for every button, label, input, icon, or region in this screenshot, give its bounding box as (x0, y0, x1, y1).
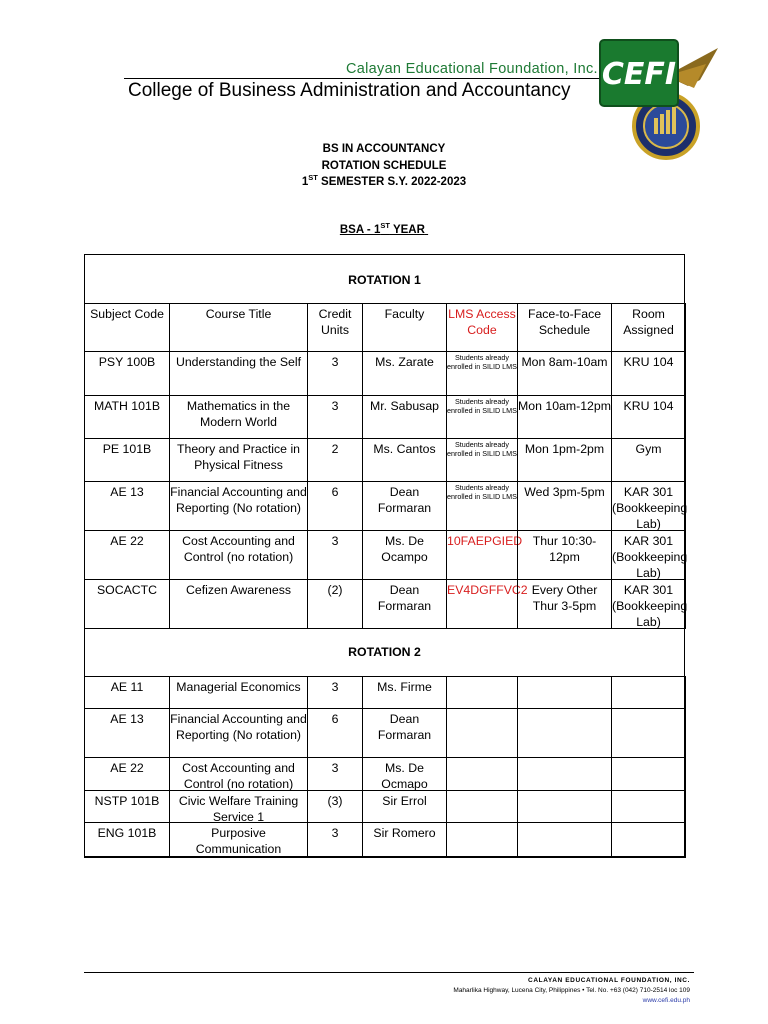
footer-rule (84, 972, 694, 973)
college-name: College of Business Administration and Accountancy (128, 80, 571, 101)
rotation-1-row-credit-units: 3 (307, 351, 363, 396)
rotation-1-row-faculty: Mr. Sabusap (362, 395, 447, 439)
rotation-2-row-f2f-schedule (517, 822, 612, 858)
year-level: BSA - 1ST YEAR (339, 221, 425, 236)
rotation-2-row-lms-access-code (446, 822, 518, 858)
rotation-1-row-faculty: Ms. Cantos (362, 438, 447, 482)
footer-org: CALAYAN EDUCATIONAL FOUNDATION, INC. (528, 977, 690, 984)
rotation-1-row-f2f-schedule: Every Other Thur 3-5pm (517, 579, 612, 629)
rotation-1-row-subject-code: PSY 100B (84, 351, 170, 396)
rotation-2-row-subject-code: AE 11 (84, 676, 170, 709)
rotation-2-row-lms-access-code (446, 708, 518, 758)
rotation-2-row-room-assigned (611, 790, 686, 823)
title-program: BS IN ACCOUNTANCY (322, 143, 446, 155)
rotation-2-row-credit-units: 3 (307, 822, 363, 858)
rotation-2-row-credit-units: 3 (307, 757, 363, 791)
header-cell-lms-access-code: LMS Access Code (446, 303, 518, 352)
rotation-2-row-course-title: Managerial Economics (169, 676, 308, 709)
rotation-1-row-faculty: Ms. De Ocampo (362, 530, 447, 580)
rotation-1-row-faculty: Dean Formaran (362, 579, 447, 629)
rotation-2-row-room-assigned (611, 757, 686, 791)
rotation-2-row-subject-code: AE 13 (84, 708, 170, 758)
rotation-2-row-credit-units: (3) (307, 790, 363, 823)
footer-address: Maharlika Highway, Lucena City, Philippines • Tel. No. +63 (042) 710-2514 loc 109 (453, 987, 690, 994)
rotation-1-row-lms-access-code: Students already enrolled in SILID LMS (446, 351, 518, 396)
rotation-1-row-room-assigned: KRU 104 (611, 395, 686, 439)
rotation-2-row-course-title: Cost Accounting and Control (no rotation) (169, 757, 308, 791)
rotation-2-row-subject-code: ENG 101B (84, 822, 170, 858)
rotation-1-row-subject-code: SOCACTC (84, 579, 170, 629)
header-cell-credit-units: Credit Units (307, 303, 363, 352)
rotation-1-row-course-title: Financial Accounting and Reporting (No rotation) (169, 481, 308, 531)
rotation-2-row-course-title: Purposive Communication (169, 822, 308, 858)
header-rule (124, 78, 600, 79)
rotation-1-row-course-title: Cefizen Awareness (169, 579, 308, 629)
rotation-2-row-f2f-schedule (517, 790, 612, 823)
rotation-1-row-f2f-schedule: Thur 10:30-12pm (517, 530, 612, 580)
rotation-1-row-subject-code: PE 101B (84, 438, 170, 482)
rotation-1-row-lms-access-code: Students already enrolled in SILID LMS (446, 481, 518, 531)
rotation-2-row-course-title: Financial Accounting and Reporting (No rotation) (169, 708, 308, 758)
rotation-1-row-course-title: Theory and Practice in Physical Fitness (169, 438, 308, 482)
rotation-2-row-credit-units: 6 (307, 708, 363, 758)
header-cell-course-title: Course Title (169, 303, 308, 352)
rotation-2-row-room-assigned (611, 676, 686, 709)
header-cell-faculty: Faculty (362, 303, 447, 352)
rotation-2-row-faculty: Ms. Firme (362, 676, 447, 709)
footer-website[interactable]: www.cefi.edu.ph (642, 997, 690, 1004)
rotation-1-row-subject-code: AE 13 (84, 481, 170, 531)
rotation-1-row-subject-code: MATH 101B (84, 395, 170, 439)
rotation-1-row-lms-access-code: Students already enrolled in SILID LMS (446, 395, 518, 439)
rotation-1-row-course-title: Cost Accounting and Control (no rotation) (169, 530, 308, 580)
title-semester: 1ST SEMESTER S.Y. 2022-2023 (301, 173, 467, 188)
rotation-1-row-lms-access-code: 10FAEPGIED (446, 530, 518, 580)
rotation-1-row-faculty: Ms. Zarate (362, 351, 447, 396)
rotation-1-row-course-title: Understanding the Self (169, 351, 308, 396)
rotation-1-row-f2f-schedule: Mon 10am-12pm (517, 395, 612, 439)
rotation-1-row-room-assigned: KRU 104 (611, 351, 686, 396)
rotation-2-row-room-assigned (611, 822, 686, 858)
rotation-2-row-course-title: Civic Welfare Training Service 1 (169, 790, 308, 823)
cefi-logo (596, 36, 718, 160)
rotation-1-row-room-assigned: Gym (611, 438, 686, 482)
rotation-2-row-room-assigned (611, 708, 686, 758)
rotation-1-row-subject-code: AE 22 (84, 530, 170, 580)
rotation-2-row-faculty: Sir Errol (362, 790, 447, 823)
rotation-1-row-f2f-schedule: Wed 3pm-5pm (517, 481, 612, 531)
rotation-1-row-credit-units: 3 (307, 530, 363, 580)
rotation-2-row-subject-code: AE 22 (84, 757, 170, 791)
rotation-2-row-faculty: Ms. De Ocmapo (362, 757, 447, 791)
header-cell-subject-code: Subject Code (84, 303, 170, 352)
rotation-1-row-credit-units: 6 (307, 481, 363, 531)
rotation-2-row-f2f-schedule (517, 708, 612, 758)
rotation-1-row-course-title: Mathematics in the Modern World (169, 395, 308, 439)
rotation-2-label: ROTATION 2 (348, 645, 421, 659)
rotation-1-row-credit-units: 2 (307, 438, 363, 482)
rotation-1-row-lms-access-code: Students already enrolled in SILID LMS (446, 438, 518, 482)
title-schedule: ROTATION SCHEDULE (321, 160, 447, 172)
rotation-2-row-lms-access-code (446, 757, 518, 791)
rotation-1-row-room-assigned: KAR 301 (Bookkeeping Lab) (611, 530, 686, 580)
rotation-1-row-faculty: Dean Formaran (362, 481, 447, 531)
rotation-1-row-credit-units: (2) (307, 579, 363, 629)
rotation-1-label: ROTATION 1 (348, 273, 421, 287)
rotation-2-row-lms-access-code (446, 676, 518, 709)
rotation-1-row-f2f-schedule: Mon 8am-10am (517, 351, 612, 396)
rotation-2-row-faculty: Sir Romero (362, 822, 447, 858)
rotation-1-row-credit-units: 3 (307, 395, 363, 439)
svg-text:CEFI: CEFI (601, 57, 677, 92)
rotation-1-row-room-assigned: KAR 301 (Bookkeeping Lab) (611, 579, 686, 629)
rotation-2-row-f2f-schedule (517, 676, 612, 709)
rotation-1-row-lms-access-code: EV4DGFFVC2 (446, 579, 518, 629)
rotation-1-row-room-assigned: KAR 301 (Bookkeeping Lab) (611, 481, 686, 531)
rotation-1-row-f2f-schedule: Mon 1pm-2pm (517, 438, 612, 482)
rotation-2-row-subject-code: NSTP 101B (84, 790, 170, 823)
rotation-2-row-lms-access-code (446, 790, 518, 823)
rotation-2-row-credit-units: 3 (307, 676, 363, 709)
header-cell-room-assigned: Room Assigned (611, 303, 686, 352)
rotation-2-row-f2f-schedule (517, 757, 612, 791)
header-cell-f2f-schedule: Face-to-Face Schedule (517, 303, 612, 352)
organization-name: Calayan Educational Foundation, Inc. (346, 61, 598, 77)
rotation-2-row-faculty: Dean Formaran (362, 708, 447, 758)
